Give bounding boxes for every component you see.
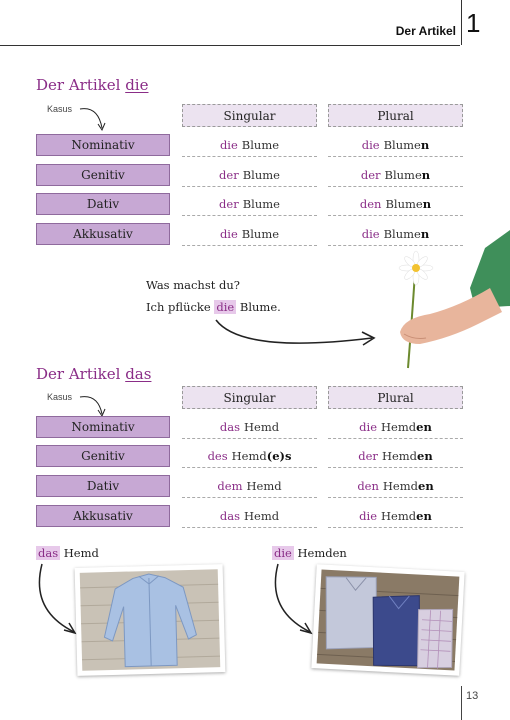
noun-ending: n — [420, 138, 430, 152]
kasus-label: Kasus — [47, 392, 73, 402]
noun: Blume — [241, 138, 280, 152]
dialog-answer — [146, 300, 281, 314]
article: die — [359, 420, 378, 434]
noun-stem: Hemd — [381, 449, 418, 463]
section-title-article: die — [125, 76, 149, 94]
header-rule — [0, 45, 460, 46]
article: die — [359, 509, 378, 523]
cell-pl-genitiv — [328, 445, 463, 468]
answer-before: Ich pflücke — [146, 300, 215, 314]
article: der — [358, 449, 378, 463]
article: die — [361, 138, 380, 152]
caption-die-hemden — [272, 546, 347, 560]
col-header-plural: Plural — [328, 386, 463, 409]
case-dativ: Dativ — [36, 193, 170, 215]
chapter-divider — [461, 0, 462, 45]
chapter-title: Der Artikel — [395, 24, 456, 38]
page-number-divider — [461, 686, 462, 720]
section-title-die — [36, 76, 148, 94]
noun-ending: en — [418, 479, 434, 493]
cell-pl-akkusativ — [328, 505, 463, 528]
article: die — [219, 227, 238, 241]
noun-ending: n — [420, 227, 430, 241]
noun-stem: Hemd — [381, 509, 417, 523]
col-header-singular: Singular — [182, 386, 317, 409]
kasus-arrow-icon — [78, 104, 108, 134]
chapter-number: 1 — [466, 8, 481, 38]
noun-ending: n — [421, 168, 431, 182]
article: die — [361, 227, 380, 241]
case-akkusativ: Akkusativ — [36, 505, 170, 527]
article: den — [357, 479, 379, 493]
cell-sg-akkusativ — [182, 223, 317, 246]
cell-pl-nominativ — [328, 134, 463, 157]
article: der — [219, 168, 239, 182]
noun-stem: Hemd — [381, 420, 417, 434]
noun-ending: en — [416, 420, 432, 434]
cell-pl-nominativ — [328, 416, 463, 439]
case-genitiv: Genitiv — [36, 164, 170, 186]
noun-stem: Blume — [383, 227, 421, 241]
blue-shirt-photo — [75, 564, 226, 676]
cell-sg-dativ — [182, 475, 317, 498]
cell-pl-dativ — [328, 193, 463, 216]
cell-pl-dativ — [328, 475, 463, 498]
daisy-hand-photo — [390, 228, 510, 378]
article: das — [219, 420, 240, 434]
cell-sg-nominativ — [182, 416, 317, 439]
noun-stem: Blume — [385, 197, 423, 211]
case-genitiv: Genitiv — [36, 445, 170, 467]
case-akkusativ: Akkusativ — [36, 223, 170, 245]
cell-sg-dativ — [182, 193, 317, 216]
article: der — [219, 197, 239, 211]
noun-stem: Hemd — [244, 509, 280, 523]
case-nominativ: Nominativ — [36, 134, 170, 156]
col-header-plural: Plural — [328, 104, 463, 127]
caption-article: die — [274, 546, 292, 560]
noun-ending: (e)s — [266, 449, 292, 463]
cell-sg-genitiv — [182, 445, 317, 468]
noun-stem: Hemd — [382, 479, 418, 493]
col-header-singular: Singular — [182, 104, 317, 127]
noun: Blume — [242, 197, 280, 211]
noun-ending: n — [422, 197, 432, 211]
article: dem — [217, 479, 243, 493]
cell-sg-akkusativ — [182, 505, 317, 528]
answer-article: die — [216, 300, 235, 314]
noun-ending: en — [417, 449, 433, 463]
section-title-prefix: Der Artikel — [36, 365, 126, 383]
cell-sg-genitiv — [182, 164, 317, 187]
section-title-das — [36, 365, 151, 383]
noun-stem: Hemd — [246, 479, 282, 493]
dialog-question: Was machst du? — [146, 278, 240, 292]
noun-stem: Blume — [383, 138, 421, 152]
curved-arrow-icon — [212, 316, 382, 356]
section-title-article: das — [125, 365, 152, 383]
caption-noun: Hemden — [293, 546, 347, 560]
article: das — [219, 509, 240, 523]
noun-stem: Hemd — [231, 449, 267, 463]
cell-sg-nominativ — [182, 134, 317, 157]
noun: Blume — [242, 168, 280, 182]
cell-pl-genitiv — [328, 164, 463, 187]
case-dativ: Dativ — [36, 475, 170, 497]
article: den — [359, 197, 382, 211]
article: der — [360, 168, 381, 182]
noun: Blume — [241, 227, 280, 241]
article: des — [207, 449, 228, 463]
caption-article: das — [38, 546, 59, 560]
noun-stem: Blume — [384, 168, 422, 182]
article: die — [219, 138, 238, 152]
noun-ending: en — [416, 509, 432, 523]
folded-shirts-photo — [311, 564, 464, 676]
section-title-prefix: Der Artikel — [36, 76, 126, 94]
noun-stem: Hemd — [244, 420, 280, 434]
kasus-label: Kasus — [47, 104, 73, 114]
caption-das-hemd — [36, 546, 99, 560]
page-number: 13 — [466, 690, 479, 702]
caption-noun: Hemd — [60, 546, 99, 560]
curved-arrow-icon — [268, 560, 318, 640]
case-nominativ: Nominativ — [36, 416, 170, 438]
answer-after: Blume. — [236, 300, 281, 314]
